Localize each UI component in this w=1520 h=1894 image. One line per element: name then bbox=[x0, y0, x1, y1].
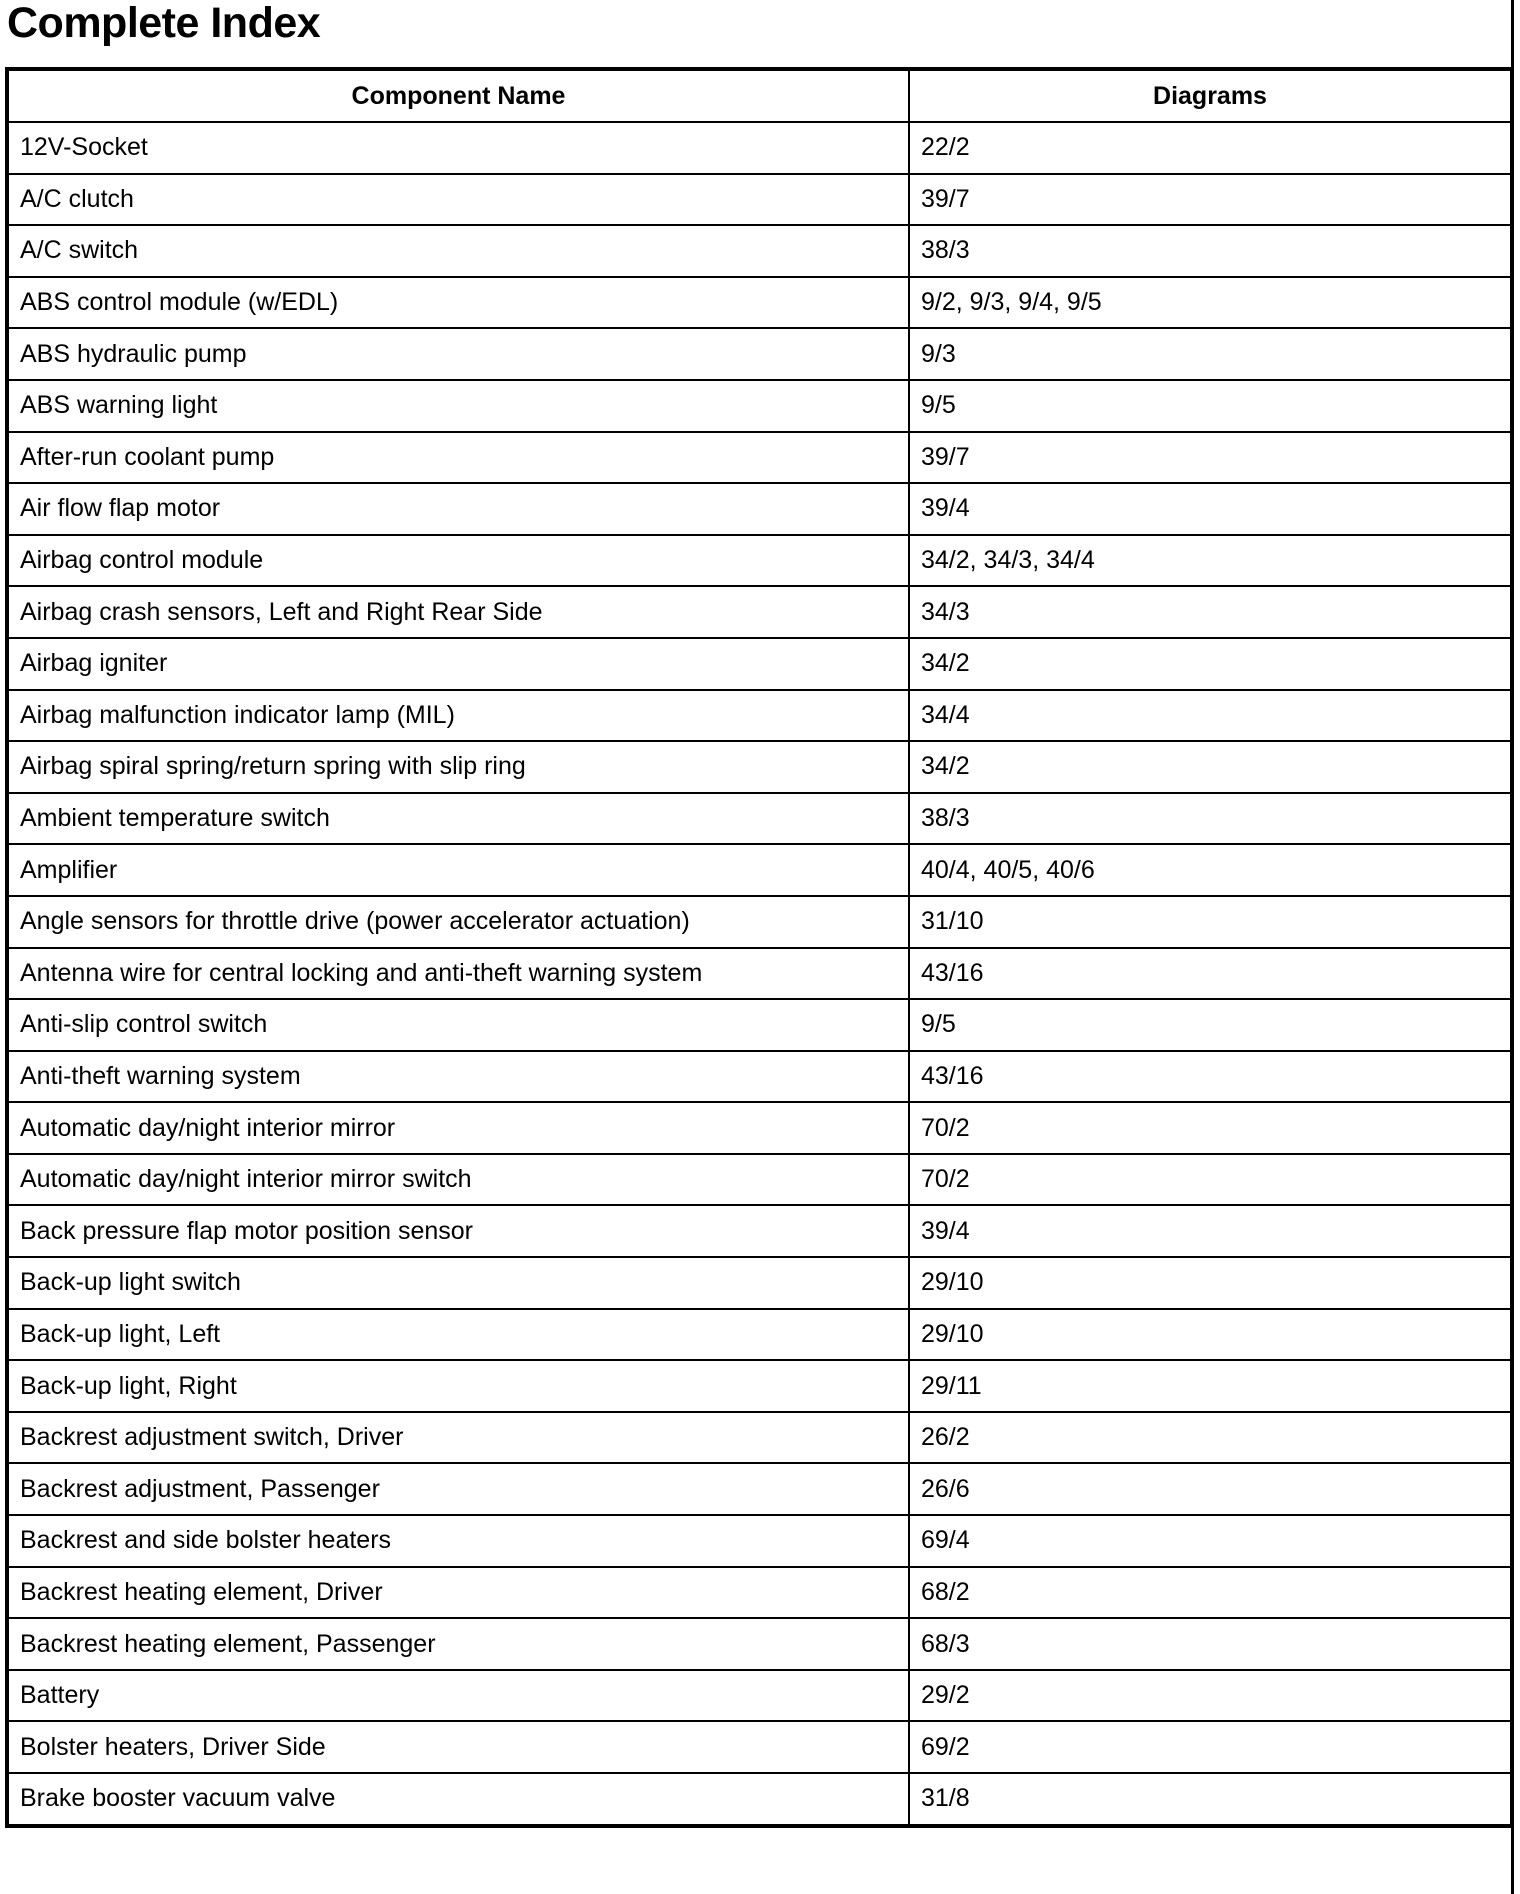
diagrams-cell: 9/3 bbox=[909, 328, 1512, 380]
component-name-cell: A/C switch bbox=[7, 225, 909, 277]
component-name-cell: Anti-theft warning system bbox=[7, 1051, 909, 1103]
component-name-cell: ABS control module (w/EDL) bbox=[7, 277, 909, 329]
diagrams-cell: 34/2, 34/3, 34/4 bbox=[909, 535, 1512, 587]
diagrams-cell: 34/4 bbox=[909, 690, 1512, 742]
component-name-cell: Back-up light switch bbox=[7, 1257, 909, 1309]
component-name-cell: Automatic day/night interior mirror switch bbox=[7, 1154, 909, 1206]
component-name-cell: Air flow flap motor bbox=[7, 483, 909, 535]
component-name-cell: Brake booster vacuum valve bbox=[7, 1773, 909, 1826]
diagrams-cell: 38/3 bbox=[909, 793, 1512, 845]
table-row bbox=[7, 380, 1512, 432]
table-row bbox=[7, 225, 1512, 277]
diagrams-cell: 69/2 bbox=[909, 1721, 1512, 1773]
diagrams-cell: 29/10 bbox=[909, 1309, 1512, 1361]
component-name-cell: Back-up light, Left bbox=[7, 1309, 909, 1361]
table-row bbox=[7, 1309, 1512, 1361]
table-row bbox=[7, 1773, 1512, 1826]
diagrams-cell: 31/10 bbox=[909, 896, 1512, 948]
table-row bbox=[7, 483, 1512, 535]
component-name-cell: Airbag spiral spring/return spring with slip ring bbox=[7, 741, 909, 793]
table-row bbox=[7, 535, 1512, 587]
component-name-cell: Backrest heating element, Driver bbox=[7, 1567, 909, 1619]
table-row bbox=[7, 690, 1512, 742]
component-name-cell: 12V-Socket bbox=[7, 122, 909, 174]
table-row bbox=[7, 1567, 1512, 1619]
table-header-row bbox=[7, 69, 1512, 122]
column-header-component-name: Component Name bbox=[7, 69, 909, 122]
table-row bbox=[7, 1102, 1512, 1154]
diagrams-cell: 39/7 bbox=[909, 432, 1512, 484]
table-row bbox=[7, 1670, 1512, 1722]
table-row bbox=[7, 122, 1512, 174]
component-name-cell: Bolster heaters, Driver Side bbox=[7, 1721, 909, 1773]
table-row bbox=[7, 948, 1512, 1000]
component-name-cell: Anti-slip control switch bbox=[7, 999, 909, 1051]
component-name-cell: Battery bbox=[7, 1670, 909, 1722]
diagrams-cell: 68/3 bbox=[909, 1618, 1512, 1670]
component-name-cell: Ambient temperature switch bbox=[7, 793, 909, 845]
table-row bbox=[7, 174, 1512, 226]
component-name-cell: Back-up light, Right bbox=[7, 1360, 909, 1412]
component-name-cell: Antenna wire for central locking and anti-theft warning system bbox=[7, 948, 909, 1000]
table-row bbox=[7, 638, 1512, 690]
diagrams-cell: 9/5 bbox=[909, 999, 1512, 1051]
table-row bbox=[7, 1051, 1512, 1103]
diagrams-cell: 34/2 bbox=[909, 741, 1512, 793]
diagrams-cell: 22/2 bbox=[909, 122, 1512, 174]
table-row bbox=[7, 1515, 1512, 1567]
diagrams-cell: 26/6 bbox=[909, 1463, 1512, 1515]
component-name-cell: Backrest adjustment switch, Driver bbox=[7, 1412, 909, 1464]
component-name-cell: A/C clutch bbox=[7, 174, 909, 226]
component-name-cell: Amplifier bbox=[7, 844, 909, 896]
component-name-cell: Angle sensors for throttle drive (power accelerator actuation) bbox=[7, 896, 909, 948]
diagrams-cell: 70/2 bbox=[909, 1102, 1512, 1154]
diagrams-cell: 9/2, 9/3, 9/4, 9/5 bbox=[909, 277, 1512, 329]
diagrams-cell: 70/2 bbox=[909, 1154, 1512, 1206]
component-name-cell: Airbag control module bbox=[7, 535, 909, 587]
table-row bbox=[7, 896, 1512, 948]
table-row bbox=[7, 328, 1512, 380]
diagrams-cell: 29/11 bbox=[909, 1360, 1512, 1412]
diagrams-cell: 43/16 bbox=[909, 948, 1512, 1000]
diagrams-cell: 39/4 bbox=[909, 1205, 1512, 1257]
table-row bbox=[7, 844, 1512, 896]
component-name-cell: ABS hydraulic pump bbox=[7, 328, 909, 380]
column-header-diagrams: Diagrams bbox=[909, 69, 1512, 122]
index-table bbox=[5, 67, 1514, 1828]
diagrams-cell: 69/4 bbox=[909, 1515, 1512, 1567]
component-name-cell: Airbag malfunction indicator lamp (MIL) bbox=[7, 690, 909, 742]
diagrams-cell: 38/3 bbox=[909, 225, 1512, 277]
table-row bbox=[7, 277, 1512, 329]
table-row bbox=[7, 1257, 1512, 1309]
table-row bbox=[7, 1154, 1512, 1206]
diagrams-cell: 26/2 bbox=[909, 1412, 1512, 1464]
diagrams-cell: 31/8 bbox=[909, 1773, 1512, 1826]
diagrams-cell: 40/4, 40/5, 40/6 bbox=[909, 844, 1512, 896]
component-name-cell: Automatic day/night interior mirror bbox=[7, 1102, 909, 1154]
diagrams-cell: 34/3 bbox=[909, 586, 1512, 638]
table-row bbox=[7, 1205, 1512, 1257]
table-row bbox=[7, 1463, 1512, 1515]
component-name-cell: Airbag crash sensors, Left and Right Rear Side bbox=[7, 586, 909, 638]
table-row bbox=[7, 741, 1512, 793]
table-row bbox=[7, 1360, 1512, 1412]
diagrams-cell: 68/2 bbox=[909, 1567, 1512, 1619]
component-name-cell: Backrest heating element, Passenger bbox=[7, 1618, 909, 1670]
table-row bbox=[7, 432, 1512, 484]
table-body bbox=[7, 122, 1512, 1826]
table-row bbox=[7, 1412, 1512, 1464]
component-name-cell: Backrest adjustment, Passenger bbox=[7, 1463, 909, 1515]
component-name-cell: After-run coolant pump bbox=[7, 432, 909, 484]
diagrams-cell: 29/10 bbox=[909, 1257, 1512, 1309]
table-row bbox=[7, 1618, 1512, 1670]
diagrams-cell: 34/2 bbox=[909, 638, 1512, 690]
diagrams-cell: 39/7 bbox=[909, 174, 1512, 226]
component-name-cell: Back pressure flap motor position sensor bbox=[7, 1205, 909, 1257]
component-name-cell: Backrest and side bolster heaters bbox=[7, 1515, 909, 1567]
table-row bbox=[7, 586, 1512, 638]
diagrams-cell: 29/2 bbox=[909, 1670, 1512, 1722]
table-row bbox=[7, 999, 1512, 1051]
component-name-cell: Airbag igniter bbox=[7, 638, 909, 690]
diagrams-cell: 9/5 bbox=[909, 380, 1512, 432]
diagrams-cell: 39/4 bbox=[909, 483, 1512, 535]
diagrams-cell: 43/16 bbox=[909, 1051, 1512, 1103]
component-name-cell: ABS warning light bbox=[7, 380, 909, 432]
table-row bbox=[7, 1721, 1512, 1773]
page-title: Complete Index bbox=[7, 0, 321, 47]
table-row bbox=[7, 793, 1512, 845]
